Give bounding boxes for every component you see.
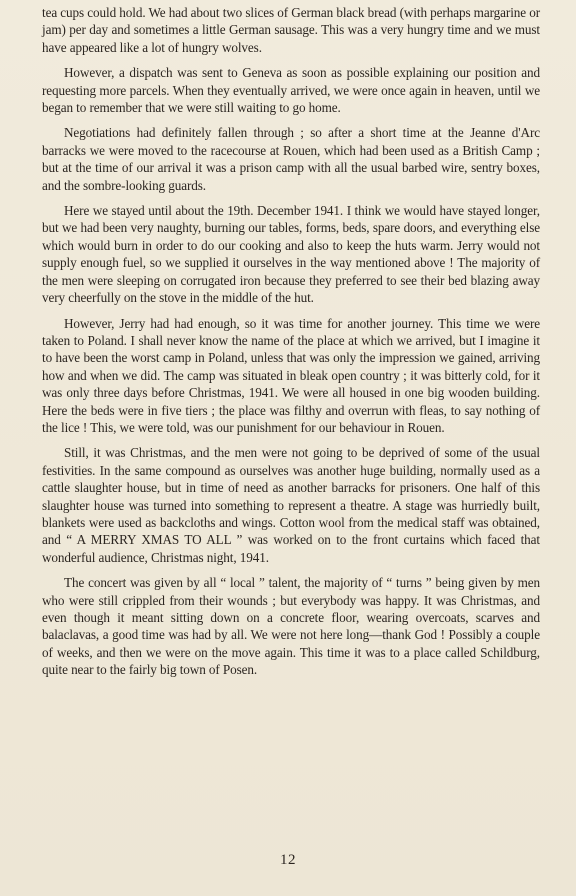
page-number: 12 [280, 852, 296, 868]
paragraph-1: tea cups could hold. We had about two slices of German black bread (with perhaps margarine or jam) per day and sometimes a little German sausage. This was a very hungry time and we must have appeared like a lot of hungry wolves. [42, 5, 540, 55]
paragraph-4: Here we stayed until about the 19th. December 1941. I think we would have stayed longer, but we had been very naughty, burning our tables, forms, beds, spare doors, and everything else which would burn in order to do our cooking and also to keep the huts warm. Jerry would not supply enough fuel, so we supplied it ourselves in the way mentioned above ! The majority of the men were sleeping on corrugated iron because they preferred to see their bed blazing away very cheerfully on the stove in the middle of the hut. [42, 203, 540, 306]
paragraph-5: However, Jerry had had enough, so it was time for another journey. This time we were taken to Poland. I shall never know the name of the place at which we arrived, but I imagine it to have been the worst camp in Poland, unless that was only the impression we gained, arriving how and when we did. The camp was situated in bleak open country ; it was bitterly cold, for it was only three days before Christmas, 1941. We were all housed in one big wooden building. Here the beds were in five tiers ; the place was filthy and overrun with fleas, to say nothing of the lice ! This, we were told, was our punishment for our behaviour in Rouen. [42, 315, 540, 435]
page-body [42, 4, 540, 687]
paragraph-3: Negotiations had definitely fallen through ; so after a short time at the Jeanne d'Arc barracks we were moved to the racecourse at Rouen, which had been used as a British Camp ; but at the time of our arrival it was a prison camp with all the usual barbed wire, sentry boxes, and the sombre-looking guards. [42, 125, 540, 193]
paragraph-7: The concert was given by all “ local ” talent, the majority of “ turns ” being given by men who were still crippled from their wounds ; but everybody was happy. It was Christmas, and even though it meant sitting down on a concrete floor, wearing overcoats, scarves and balaclavas, a good time was had by all. We were not here long—thank God ! Possibly a couple of weeks, and then we were on the move again. This time it was to a place called Schildburg, quite near to the fairly big town of Posen. [42, 575, 540, 678]
paragraph-6: Still, it was Christmas, and the men were not going to be deprived of some of the usual festivities. In the same compound as ourselves was another huge building, normally used as a cattle slaughter house, but in time of need as another barracks for prisoners. One half of this slaughter house was turned into something to represent a theatre. A stage was hurriedly built, blankets were used as backcloths and wings. Cotton wool from the medical staff was obtained, and “ A MERRY XMAS TO ALL ” was worked on to the front curtains which faced that wonderful audience, Christmas night, 1941. [42, 445, 540, 565]
paragraph-2: However, a dispatch was sent to Geneva as soon as possible explaining our position and requesting more parcels. When they eventually arrived, we were once again in heaven, until we began to remember that we were still waiting to go home. [42, 65, 540, 116]
